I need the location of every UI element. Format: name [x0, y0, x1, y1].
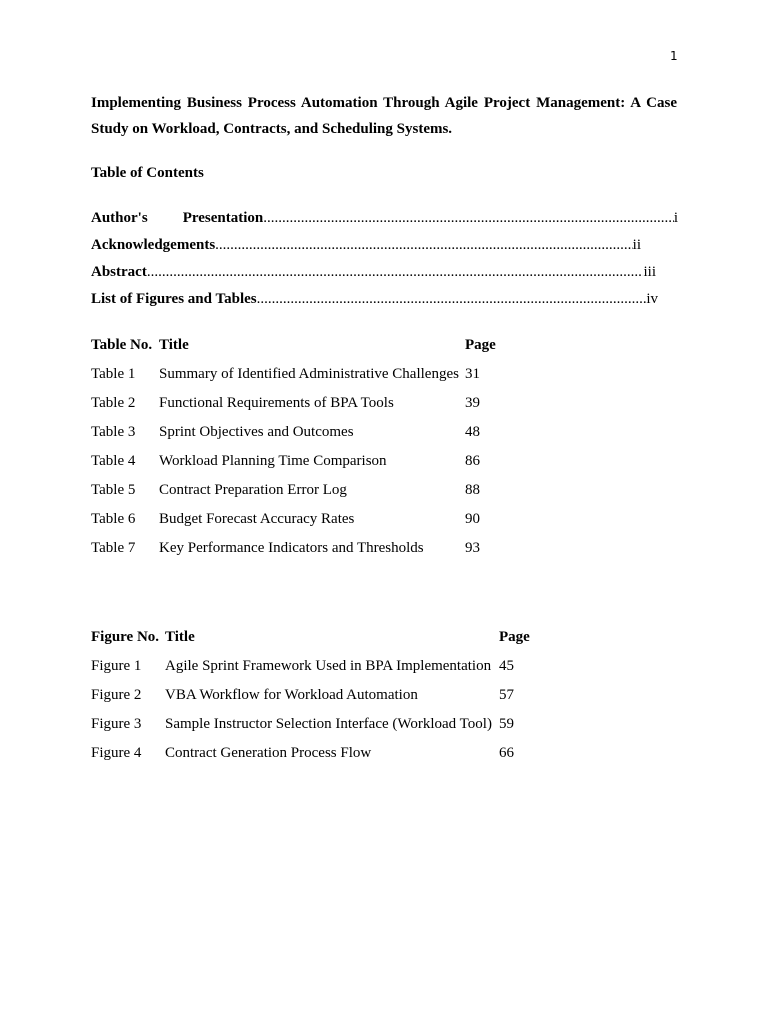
document-title: Implementing Business Process Automation Through Agile Project Management: A Case Study on Workload, Contracts, and Scheduling Systems. [91, 95, 677, 137]
table-title: Budget Forecast Accuracy Rates [159, 511, 355, 527]
table-page: 39 [465, 395, 480, 411]
toc-entry-label: List of Figures and Tables [91, 291, 257, 307]
figure-row [91, 657, 539, 686]
table-row [91, 510, 505, 539]
table-page: 86 [465, 453, 480, 469]
table-page: 88 [465, 482, 480, 498]
table-row [91, 394, 505, 423]
toc-entry-page: ii [632, 237, 641, 253]
figure-row [91, 744, 539, 773]
figure-row [91, 715, 539, 744]
toc-leader-dots [263, 208, 674, 228]
table-page: 90 [465, 511, 480, 527]
column-header-page: Page [465, 337, 496, 353]
figure-page: 45 [499, 658, 514, 674]
table-page: 93 [465, 540, 480, 556]
toc-entry-label-part: Author's [91, 210, 148, 226]
toc-leader-dots [257, 289, 647, 309]
toc-entry-page: iii [643, 264, 656, 280]
table-page: 31 [465, 366, 480, 382]
toc-entry-label: Acknowledgements [91, 237, 216, 253]
column-header-page: Page [499, 629, 530, 645]
table-row [91, 481, 505, 510]
figure-title: VBA Workflow for Workload Automation [165, 687, 418, 703]
figure-page: 66 [499, 745, 514, 761]
toc-entry-acknowledgements [91, 235, 641, 255]
column-header-no: Figure No. [91, 629, 160, 645]
column-header-no: Table No. [91, 337, 153, 353]
toc-heading: Table of Contents [91, 165, 204, 181]
toc-leader-dots [215, 235, 632, 255]
figure-title: Contract Generation Process Flow [165, 745, 372, 761]
toc-entry-label [91, 208, 263, 228]
figure-page: 59 [499, 716, 514, 732]
table-row [91, 365, 505, 394]
toc-leader-dots [147, 262, 644, 282]
table-no: Table 7 [91, 540, 136, 556]
column-header-title: Title [159, 337, 189, 353]
toc-entry-label: Abstract [91, 264, 147, 280]
table-title: Key Performance Indicators and Thresholds [159, 540, 424, 556]
page-number: 1 [670, 49, 678, 63]
figure-row [91, 686, 539, 715]
table-no: Table 3 [91, 424, 136, 440]
table-no: Table 6 [91, 511, 136, 527]
toc-entry-page: iv [646, 291, 658, 307]
column-header-title: Title [165, 629, 195, 645]
table-title: Contract Preparation Error Log [159, 482, 347, 498]
figure-no: Figure 1 [91, 658, 142, 674]
figure-no: Figure 4 [91, 745, 142, 761]
figure-title: Agile Sprint Framework Used in BPA Implementation [165, 658, 492, 674]
table-row [91, 452, 505, 481]
toc-entry-list-of-figures-and-tables [91, 289, 658, 309]
table-row [91, 539, 505, 568]
toc-entry-authors-presentation [91, 208, 678, 228]
toc-entry-abstract [91, 262, 656, 282]
toc-entry-page: i [673, 210, 678, 226]
table-no: Table 4 [91, 453, 136, 469]
figure-row [91, 628, 539, 657]
figure-title: Sample Instructor Selection Interface (Workload Tool) [165, 716, 492, 732]
table-title: Summary of Identified Administrative Challenges [159, 366, 459, 382]
list-of-tables [91, 336, 505, 568]
figure-no: Figure 3 [91, 716, 142, 732]
figure-no: Figure 2 [91, 687, 142, 703]
table-no: Table 2 [91, 395, 136, 411]
table-no: Table 5 [91, 482, 136, 498]
table-title: Workload Planning Time Comparison [159, 453, 387, 469]
table-row [91, 423, 505, 452]
table-no: Table 1 [91, 366, 136, 382]
table-title: Sprint Objectives and Outcomes [159, 424, 354, 440]
table-page: 48 [465, 424, 480, 440]
toc-entry-label-part: Presentation [182, 210, 264, 226]
list-of-figures [91, 628, 539, 773]
table-title: Functional Requirements of BPA Tools [159, 395, 394, 411]
table-row [91, 336, 505, 365]
figure-page: 57 [499, 687, 514, 703]
